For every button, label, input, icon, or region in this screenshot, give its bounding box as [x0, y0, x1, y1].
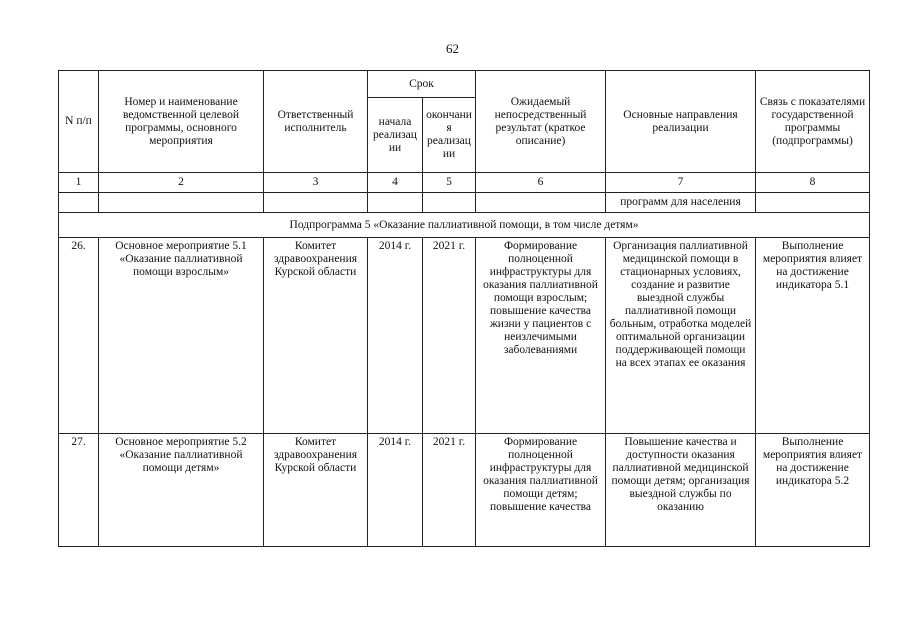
row-link: Выполнение мероприятия влияет на достижение индикатора 5.2 — [756, 434, 870, 547]
row-end: 2021 г. — [423, 434, 476, 547]
row-program: Основное мероприятие 5.1 «Оказание паллиативной помощи взрослым» — [99, 238, 264, 434]
row-start: 2014 г. — [368, 238, 423, 434]
page-number: 62 — [446, 41, 459, 56]
row-program: Основное мероприятие 5.2 «Оказание паллиативной помощи детям» — [99, 434, 264, 547]
header-term: Срок — [368, 71, 476, 98]
column-numbers-row — [59, 173, 870, 193]
table-row — [59, 238, 870, 434]
col-number: 3 — [264, 173, 368, 193]
row-directions: Повышение качества и доступности оказания паллиативной медицинской помощи детям; организация выездной службы по оказанию — [606, 434, 756, 547]
row-result: Формирование полноценной инфраструктуры для оказания паллиативной помощи детям; повышение качества — [476, 434, 606, 547]
continuation-row — [59, 193, 870, 213]
subprogram-row — [59, 213, 870, 238]
row-num: 27. — [59, 434, 99, 547]
col-number: 4 — [368, 173, 423, 193]
header-term-end: окончания реализации — [423, 98, 476, 173]
header-responsible: Ответственный исполнитель — [264, 71, 368, 173]
header-num: N п/п — [59, 71, 99, 173]
col-number: 6 — [476, 173, 606, 193]
header-term-start: начала реализации — [368, 98, 423, 173]
program-table — [58, 70, 870, 547]
header-program: Номер и наименование ведомственной целевой программы, основного мероприятия — [99, 71, 264, 173]
row-num: 26. — [59, 238, 99, 434]
row-responsible: Комитет здравоохранения Курской области — [264, 238, 368, 434]
header-directions: Основные направления реализации — [606, 71, 756, 173]
col-number: 5 — [423, 173, 476, 193]
table-row — [59, 434, 870, 547]
col-number: 1 — [59, 173, 99, 193]
row-end: 2021 г. — [423, 238, 476, 434]
header-link: Связь с показателями государственной программы (подпрограммы) — [756, 71, 870, 173]
row-result: Формирование полноценной инфраструктуры для оказания паллиативной помощи взрослым; повышение качества жизни у пациентов с неизлечимыми заболеваниями — [476, 238, 606, 434]
row-start: 2014 г. — [368, 434, 423, 547]
subprogram-title: Подпрограмма 5 «Оказание паллиативной помощи, в том числе детям» — [59, 213, 870, 238]
row-directions: Организация паллиативной медицинской помощи в стационарных условиях, создание и развитие выездной службы паллиативной помощи больным, отработка моделей оптимальной организации поддерживающей помощи на всех этапах ее оказания — [606, 238, 756, 434]
col-number: 2 — [99, 173, 264, 193]
row-link: Выполнение мероприятия влияет на достижение индикатора 5.1 — [756, 238, 870, 434]
continuation-text: программ для населения — [606, 193, 756, 213]
col-number: 7 — [606, 173, 756, 193]
col-number: 8 — [756, 173, 870, 193]
table-header-row — [59, 71, 870, 98]
header-result: Ожидаемый непосредственный результат (краткое описание) — [476, 71, 606, 173]
row-responsible: Комитет здравоохранения Курской области — [264, 434, 368, 547]
